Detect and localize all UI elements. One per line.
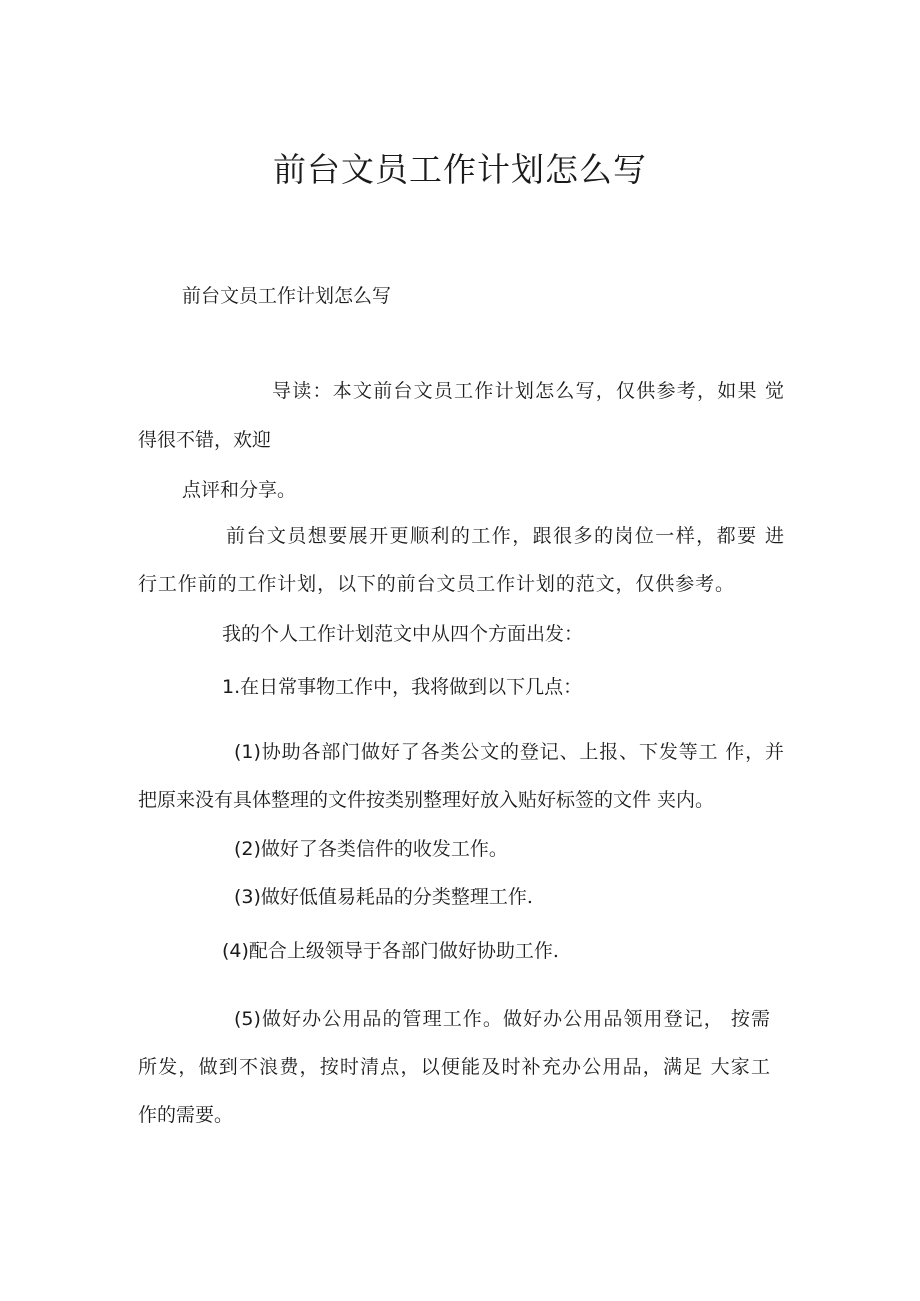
item2-number: (2) bbox=[234, 838, 261, 860]
para2-line: 我的个人工作计划范文中从四个方面出发： bbox=[222, 623, 584, 645]
item4-line: (4)配合上级领导于各部门做好协助工作. bbox=[222, 940, 559, 962]
item1-number: (1) bbox=[234, 741, 261, 763]
item3-line: (3)做好低值易耗品的分类整理工作. bbox=[234, 886, 533, 908]
para1-line-2: 行工作前的工作计划，以下的前台文员工作计划的范文，仅供参考。 bbox=[138, 573, 734, 595]
item5-line-3: 作的需要。 bbox=[138, 1104, 234, 1126]
intro-line-2: 得很不错，欢迎 bbox=[138, 429, 272, 451]
item5-line-2: 所发，做到不浪费，按时清点，以便能及时补充办公用品，满足 大家工 bbox=[138, 1056, 770, 1078]
para1-line-1: 前台文员想要展开更顺利的工作，跟很多的岗位一样，都要 进 bbox=[226, 525, 784, 547]
item5-line-1: (5)做好办公用品的管理工作。做好办公用品领用登记， 按需 bbox=[234, 1008, 770, 1030]
item1-line-2: 把原来没有具体整理的文件按类别整理好放入贴好标签的文件 夹内。 bbox=[138, 789, 715, 811]
item3-number: (3) bbox=[234, 886, 261, 908]
document-subtitle: 前台文员工作计划怎么写 bbox=[182, 285, 392, 307]
item2-line: (2)做好了各类信件的收发工作。 bbox=[234, 838, 508, 860]
intro-line-3: 点评和分享。 bbox=[182, 479, 297, 501]
intro-line-1: 导读：本文前台文员工作计划怎么写，仅供参考，如果 觉 bbox=[272, 380, 784, 402]
item4-number: (4) bbox=[222, 940, 249, 962]
document-title: 前台文员工作计划怎么写 bbox=[273, 150, 647, 189]
section1-heading bbox=[222, 673, 582, 701]
item1-line-1: (1)协助各部门做好了各类公文的登记、上报、下发等工 作，并 bbox=[234, 741, 784, 763]
item5-number: (5) bbox=[234, 1008, 261, 1030]
section1-text: 在日常事物工作中，我将做到以下几点： bbox=[240, 676, 583, 698]
section1-number: 1. bbox=[222, 676, 241, 698]
